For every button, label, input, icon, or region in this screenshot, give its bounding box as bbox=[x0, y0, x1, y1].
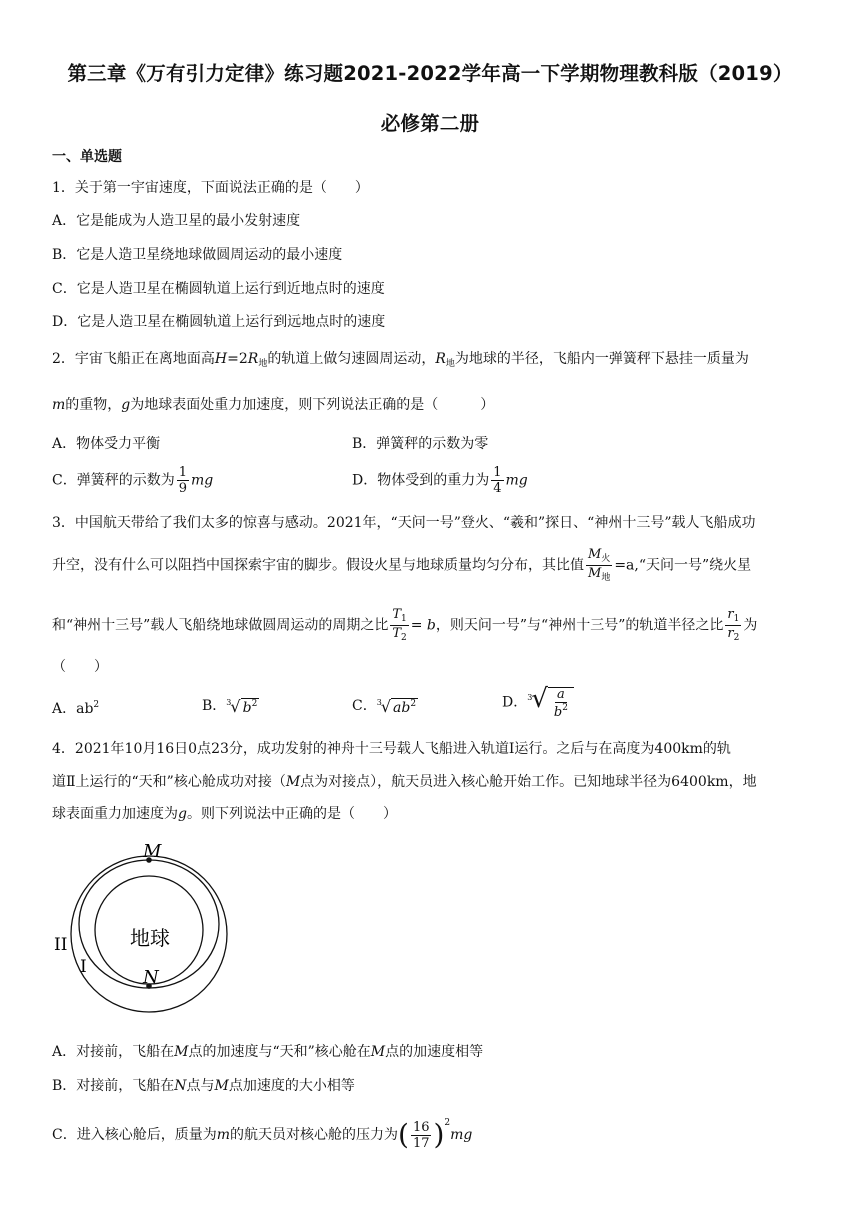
document-title-line1: 第三章《万有引力定律》练习题2021-2022学年高一下学期物理教科版（2019） bbox=[67, 62, 793, 85]
q3-mass-den-sub: 地 bbox=[601, 573, 611, 583]
q3-period-den-sub: 2 bbox=[401, 633, 407, 643]
q3-option-c-base: ab bbox=[393, 699, 411, 716]
q3-option-c bbox=[352, 695, 418, 716]
q2-option-c-den: 9 bbox=[178, 481, 187, 496]
q3-mass-ratio bbox=[586, 548, 612, 583]
q3-radius-den-r: r bbox=[727, 626, 734, 641]
q3-mass-ratio-num bbox=[586, 548, 612, 566]
radical-symbol-icon: √ bbox=[380, 696, 392, 716]
q4-option-c-fraction bbox=[411, 1121, 432, 1150]
q3-period-den-t: T bbox=[392, 626, 401, 641]
q2-symbol-r2: R bbox=[435, 351, 446, 367]
q3-option-d bbox=[502, 684, 574, 719]
q3-option-c-sup: 2 bbox=[410, 698, 417, 709]
q2-stem-line1 bbox=[52, 348, 749, 369]
q4-line2-text-b: 点为对接点），航天员进入核心舱开始工作。已知地球半径为6400km，地 bbox=[300, 774, 757, 790]
q3-option-c-radicand bbox=[391, 698, 418, 716]
q4-option-b bbox=[52, 1075, 355, 1095]
q4-option-a-text-a: A．对接前，飞船在 bbox=[52, 1044, 175, 1060]
q4-line2 bbox=[52, 771, 757, 791]
q3-period-num-t: T bbox=[392, 607, 401, 622]
q4-line3-text-a: 球表面重力加速度为 bbox=[52, 806, 178, 822]
q3-line2 bbox=[52, 548, 751, 583]
q4-option-c-num: 16 bbox=[412, 1119, 430, 1135]
q2-stem-text-a: 2．宇宙飞船正在离地面高 bbox=[52, 351, 215, 367]
q3-line3-text-c: 为 bbox=[743, 617, 758, 634]
q4-option-a-text-b: 点的加速度与“天和”核心舱在 bbox=[188, 1044, 371, 1060]
q1-option-b: B．它是人造卫星绕地球做圆周运动的最小速度 bbox=[52, 247, 343, 263]
q2-option-d-fraction bbox=[491, 466, 503, 495]
q2-option-d-text: D．物体受到的重力为 bbox=[352, 472, 490, 489]
q3-radius-num-sub: 1 bbox=[733, 614, 740, 624]
q1-option-c: C．它是人造卫星在椭圆轨道上运行到近地点时的速度 bbox=[52, 281, 385, 297]
q4-option-a-m2: M bbox=[370, 1044, 386, 1060]
q4-option-b-text-b: 点与 bbox=[186, 1078, 215, 1094]
q3-line3 bbox=[52, 608, 757, 643]
q2-symbol-eq: =2 bbox=[227, 351, 248, 367]
q3-period-num-sub: 1 bbox=[401, 614, 407, 624]
q3-option-b-radical bbox=[226, 697, 259, 716]
q3-option-b-radicand bbox=[241, 698, 260, 716]
q2-option-d bbox=[352, 466, 528, 495]
q3-mass-num-sub: 火 bbox=[601, 554, 611, 564]
q2-stem-text-c: 为地球的半径，飞船内一弹簧秤下悬挂一质量为 bbox=[454, 351, 749, 367]
q2-option-c-text: C．弹簧秤的示数为 bbox=[52, 472, 175, 489]
q3-period-ratio-num bbox=[390, 608, 408, 626]
q3-line4: （ ） bbox=[52, 659, 108, 675]
q3-option-d-den-base: b bbox=[553, 704, 563, 720]
q2-symbol-r-sub: 地 bbox=[258, 359, 268, 369]
label-orbit-ii: II bbox=[54, 935, 68, 955]
q3-radius-ratio bbox=[725, 608, 741, 643]
q3-option-d-radicand bbox=[548, 687, 574, 719]
section-title: 一、单选题 bbox=[52, 149, 122, 165]
q3-option-b-base: b bbox=[242, 699, 252, 716]
q1-option-a: A．它是能成为人造卫星的最小发射速度 bbox=[52, 213, 301, 229]
q2-option-c-num: 1 bbox=[178, 465, 187, 480]
q2-option-d-num: 1 bbox=[493, 465, 502, 480]
q3-option-a-text: A．ab bbox=[52, 701, 94, 717]
q3-mass-num-m: M bbox=[588, 547, 602, 562]
radical-symbol-icon: √ bbox=[230, 696, 241, 716]
q4-option-b-text-c: 点加速度的大小相等 bbox=[228, 1078, 355, 1094]
q2-symbol-r2-sub: 地 bbox=[445, 359, 455, 369]
q2-option-b: B．弹簧秤的示数为零 bbox=[352, 436, 489, 452]
document-title-line2: 必修第二册 bbox=[380, 112, 480, 135]
q4-line2-m: M bbox=[285, 774, 301, 790]
q3-option-b-label: B． bbox=[202, 698, 227, 714]
q3-line3-text-a: 和“神州十三号”载人飞船绕地球做圆周运动的周期之比 bbox=[52, 617, 389, 634]
q4-option-b-m: M bbox=[214, 1078, 229, 1094]
q2-stem-text-b: 的轨道上做匀速圆周运动， bbox=[267, 351, 436, 367]
q2-stem2-text-b: 为地球表面处重力加速度，则下列说法正确的是（ ） bbox=[130, 397, 495, 413]
q3-option-c-label: C． bbox=[352, 698, 377, 714]
q4-option-c-den: 17 bbox=[412, 1135, 430, 1151]
q2-symbol-r: R bbox=[247, 351, 259, 367]
q3-option-c-index: 3 bbox=[376, 697, 382, 707]
label-n: N bbox=[143, 967, 159, 988]
q4-option-a bbox=[52, 1041, 483, 1061]
q2-stem2-text-a: 的重物， bbox=[65, 397, 122, 413]
q4-option-c-text-a: C．进入核心舱后，质量为 bbox=[52, 1127, 217, 1143]
q2-option-c-fraction bbox=[177, 466, 189, 495]
q4-option-c-sup: 2 bbox=[444, 1118, 451, 1128]
q4-option-a-m: M bbox=[174, 1044, 189, 1060]
q4-option-b-n: N bbox=[174, 1078, 187, 1094]
radical-symbol-icon: √ bbox=[531, 684, 548, 714]
q2-option-a: A．物体受力平衡 bbox=[52, 436, 161, 452]
q4-option-c-mg: mg bbox=[450, 1127, 473, 1143]
q4-option-c-text-b: 的航天员对核心舱的压力为 bbox=[230, 1127, 398, 1143]
q3-line1: 3．中国航天带给了我们太多的惊喜与感动。2021年，“天问一号”登火、“羲和”探日、“神州十三号”载人飞船成功 bbox=[52, 515, 756, 531]
q3-line3-text-b: ，则天问一号”与“神州十三号”的轨道半径之比 bbox=[435, 617, 724, 634]
q3-option-d-den bbox=[552, 703, 570, 719]
q3-option-c-radical bbox=[377, 697, 418, 716]
q2-symbol-g: g bbox=[121, 397, 131, 413]
q3-option-a-sup: 2 bbox=[93, 700, 100, 710]
q2-option-d-den: 4 bbox=[493, 481, 502, 496]
q3-mass-den-m: M bbox=[588, 566, 602, 581]
q3-option-b-sup: 2 bbox=[251, 698, 258, 709]
q3-option-a bbox=[52, 698, 99, 718]
q2-symbol-m: m bbox=[52, 397, 66, 413]
orbit-diagram-svg bbox=[52, 838, 252, 1028]
q2-option-d-mg: mg bbox=[505, 472, 528, 489]
right-paren-icon: ) bbox=[433, 1118, 445, 1151]
q4-line3-g: g bbox=[178, 806, 187, 822]
q2-option-c bbox=[52, 466, 213, 495]
q3-period-ratio bbox=[390, 608, 408, 643]
q3-option-b-index: 3 bbox=[226, 697, 232, 707]
q4-option-c-m: m bbox=[216, 1127, 230, 1143]
q4-line1: 4．2021年10月16日0点23分，成功发射的神舟十三号载人飞船进入轨道Ⅰ运行。之后与在高度为400km的轨 bbox=[52, 741, 731, 757]
q3-radius-den-sub: 2 bbox=[733, 633, 740, 643]
orbit-diagram bbox=[52, 838, 252, 1028]
label-earth: 地球 bbox=[130, 926, 170, 950]
q2-option-c-mg: mg bbox=[191, 472, 214, 489]
q3-option-d-label: D． bbox=[502, 694, 528, 711]
q3-line2-text-a: 升空，没有什么可以阻挡中国探索宇宙的脚步。假设火星与地球质量均匀分布，其比值 bbox=[52, 557, 584, 574]
q4-line3-text-b: 。则下列说法中正确的是（ ） bbox=[186, 806, 397, 822]
q4-line2-text-a: 道Ⅱ上运行的“天和”核心舱成功对接（ bbox=[52, 774, 286, 790]
q3-period-ratio-den bbox=[390, 626, 408, 643]
q4-option-a-text-c: 点的加速度相等 bbox=[385, 1044, 484, 1060]
q3-option-d-index: 3 bbox=[527, 693, 533, 702]
q1-option-d: D．它是人造卫星在椭圆轨道上运行到远地点时的速度 bbox=[52, 314, 386, 330]
q4-line3 bbox=[52, 803, 397, 823]
q4-option-b-text-a: B．对接前，飞船在 bbox=[52, 1078, 175, 1094]
q2-stem-line2 bbox=[52, 394, 494, 414]
q3-radius-ratio-num bbox=[725, 608, 741, 626]
left-paren-icon: ( bbox=[398, 1118, 409, 1151]
q3-option-d-radical bbox=[527, 684, 574, 719]
q3-radius-num-r: r bbox=[727, 607, 734, 622]
q3-option-b bbox=[202, 695, 259, 716]
q3-option-d-num: a bbox=[557, 686, 565, 702]
q3-option-d-den-sup: 2 bbox=[562, 702, 568, 713]
q3-mass-ratio-den bbox=[586, 566, 612, 583]
q4-option-c bbox=[52, 1118, 472, 1150]
q1-stem: 1．关于第一宇宙速度，下面说法正确的是（ ） bbox=[52, 180, 369, 196]
q3-radius-ratio-den bbox=[725, 626, 741, 643]
q3-option-d-fraction bbox=[552, 688, 570, 719]
label-orbit-i: I bbox=[80, 957, 87, 977]
q3-line2-text-b: =a,“天问一号”绕火星 bbox=[614, 557, 752, 574]
label-m: M bbox=[143, 841, 162, 862]
q2-symbol-h: H bbox=[214, 351, 228, 367]
q3-line3-eq: = b bbox=[410, 617, 436, 634]
